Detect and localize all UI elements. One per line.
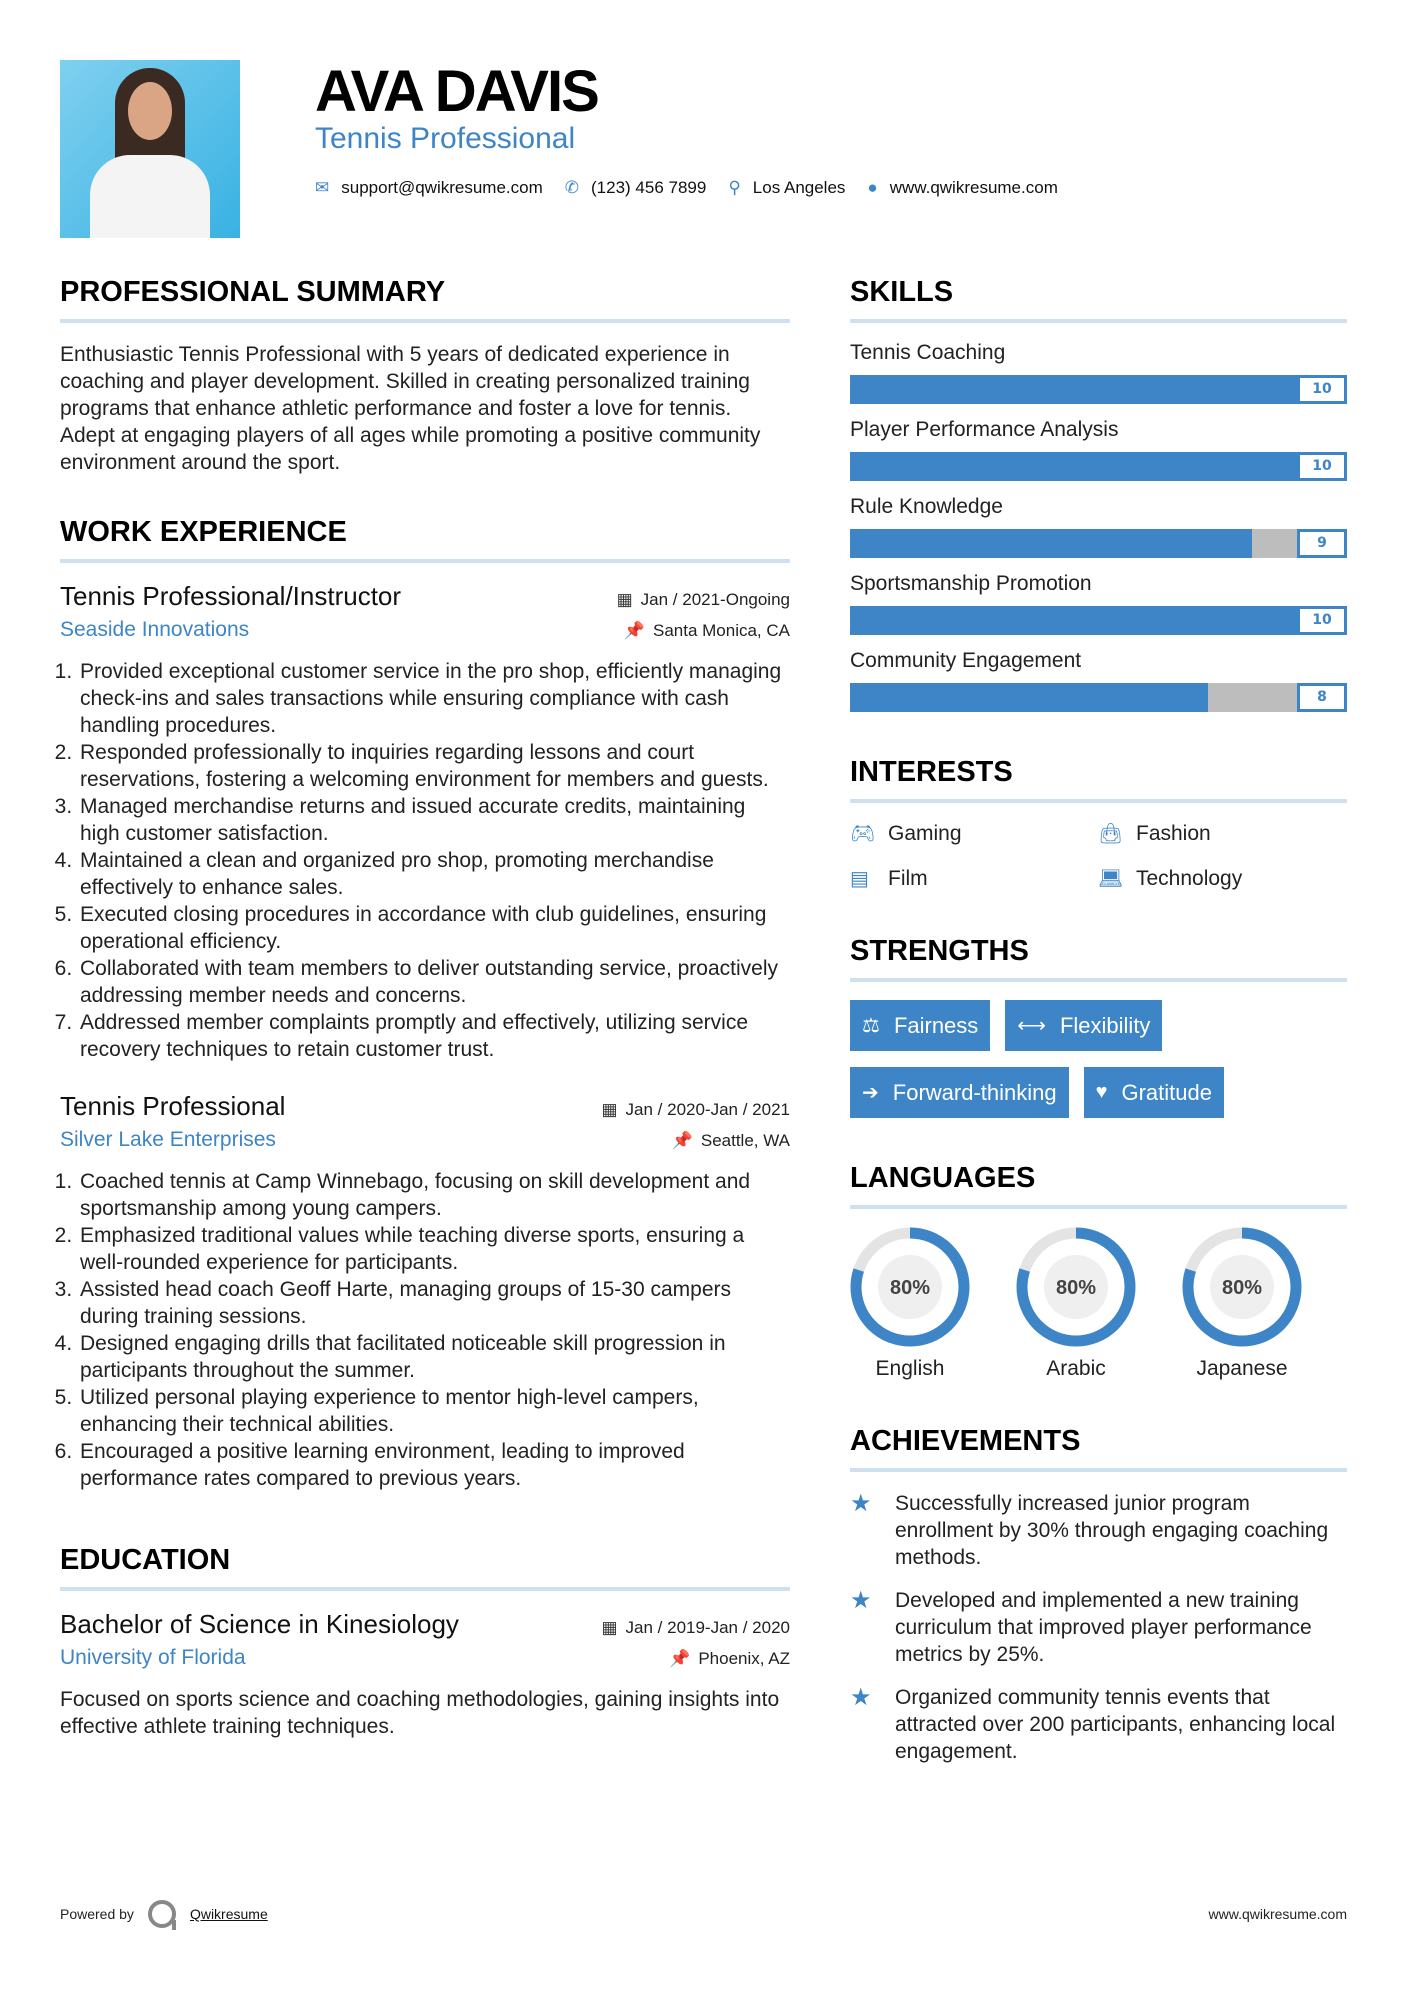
pushpin-icon: 📌 [623,621,645,640]
skill-name: Player Performance Analysis [850,418,1119,441]
school: University of Florida [60,1646,246,1669]
arrows-h-icon: ⟷ [1017,1015,1046,1037]
language-list [850,1227,1347,1381]
strength-label: Forward-thinking [892,1079,1057,1105]
balance-scale-icon: ⚖ [862,1015,880,1037]
job-bullet: 6. Collaborated with team members to deliver outstanding service, proactively addressing member needs and concerns. [78,955,790,1009]
education-date: Jan / 2019-Jan / 2020 [625,1618,790,1637]
job-location [624,621,790,641]
section-heading-work: WORK EXPERIENCE [60,516,790,563]
job-bullet: 4. Designed engaging drills that facilitated noticeable skill progression in participants throughout the summer. [78,1330,790,1384]
language-item [1182,1227,1302,1381]
job-bullet: 6. Encouraged a positive learning environment, leading to improved performance rates compared to previous years. [78,1438,790,1492]
language-donut [1182,1227,1302,1347]
gamepad-icon: 🎮︎ [850,823,876,845]
skill-bar-fill [850,529,1252,558]
strength-label: Flexibility [1059,1012,1151,1038]
strength-chip [1084,1067,1224,1118]
language-name: Japanese [1196,1357,1288,1380]
skill-value: 8 [1297,683,1347,712]
language-donut [850,1227,970,1347]
language-name: Arabic [1046,1357,1106,1380]
job-location [672,1131,790,1151]
job-date-text: Jan / 2021-Ongoing [640,590,790,609]
job-title: Tennis Professional [60,1091,286,1121]
email[interactable]: support@qwikresume.com [341,178,543,197]
skill-item [850,495,1347,558]
section-heading-interests: INTERESTS [850,756,1347,803]
laptop-icon: 💻︎ [1098,868,1124,890]
achievement-list [850,1490,1347,1765]
skill-bar-fill [850,683,1208,712]
job-bullet: 7. Addressed member complaints promptly and effectively, utilizing service recovery techniques to retain customer trust. [78,1009,790,1063]
strength-list [850,1000,1347,1118]
achievement-item [850,1684,1347,1765]
job-subheader [60,1122,790,1152]
footer [60,1900,1347,1928]
film-icon: ▤ [850,868,869,890]
shopping-bag-icon: 👜︎ [1098,823,1124,845]
education-location: Phoenix, AZ [698,1649,790,1668]
star-icon: ★ [850,1587,872,1614]
language-name: English [875,1357,945,1380]
job-title: Tennis Professional/Instructor [60,581,402,611]
job-header [60,581,790,612]
section-heading-skills: SKILLS [850,276,1347,323]
section-heading-summary: PROFESSIONAL SUMMARY [60,276,790,323]
achievement-item [850,1587,1347,1668]
job-bullet: 1. Coached tennis at Camp Winnebago, focusing on skill development and sportsmanship among young campers. [78,1168,790,1222]
calendar-icon: ▦ [601,1618,618,1637]
strength-chip [850,1000,990,1051]
language-item [1016,1227,1136,1381]
job-list [60,581,790,1492]
language-percent: 80% [889,1277,931,1299]
skill-item [850,572,1347,635]
interest-label: Film [888,866,928,890]
skill-name: Sportsmanship Promotion [850,572,1092,595]
skill-bar [850,683,1347,712]
left-column [60,276,790,1740]
right-column [850,276,1347,1781]
skill-name: Tennis Coaching [850,341,1006,364]
job-bullet: 5. Executed closing procedures in accordance with club guidelines, ensuring operational efficiency. [78,901,790,955]
skill-bar-fill [850,606,1297,635]
skill-bar [850,452,1347,481]
globe-icon: ● [867,178,878,197]
skill-item [850,649,1347,712]
skill-bar-fill [850,375,1297,404]
job-date [617,590,790,610]
strength-label: Fairness [893,1012,979,1038]
job-header [60,1091,790,1122]
job-bullet: 3. Assisted head coach Geoff Harte, managing groups of 15-30 campers during training sessions. [78,1276,790,1330]
skill-list [850,341,1347,712]
interest-item [850,866,1098,891]
language-percent: 80% [1055,1277,1097,1299]
interest-list [850,821,1347,891]
calendar-icon: ▦ [616,590,633,609]
job-bullet: 3. Managed merchandise returns and issued accurate credits, maintaining high customer satisfaction. [78,793,790,847]
phone: (123) 456 7899 [591,178,707,197]
job-location-text: Seattle, WA [700,1131,790,1150]
location: Los Angeles [752,178,846,197]
skill-bar-fill [850,452,1297,481]
job-entry [60,581,790,1063]
interest-label: Technology [1136,866,1243,890]
achievement-text: Developed and implemented a new training curriculum that improved player performance metrics by 25%. [895,1589,1312,1666]
calendar-icon: ▦ [601,1100,618,1119]
job-bullets [60,658,790,1063]
qwikresume-logo-icon [148,1900,176,1928]
pushpin-icon: 📌 [669,1649,691,1668]
envelope-icon: ✉ [315,178,330,197]
job-bullet: 1. Provided exceptional customer service in the pro shop, efficiently managing check-ins and sales transactions while ensuring compliance with cash handling procedures. [78,658,790,739]
powered-by-label: Powered by [60,1906,134,1922]
interest-label: Fashion [1136,821,1211,845]
skill-value: 9 [1297,529,1347,558]
language-donut [1016,1227,1136,1347]
job-location-text: Santa Monica, CA [652,621,790,640]
skill-name: Rule Knowledge [850,495,1003,518]
contact-bar [315,178,1080,198]
section-heading-achievements: ACHIEVEMENTS [850,1425,1347,1472]
job-bullet: 2. Responded professionally to inquiries regarding lessons and court reservations, fostering a welcoming environment for members and guests. [78,739,790,793]
education-description: Focused on sports science and coaching methodologies, gaining insights into effective athlete training techniques. [60,1688,780,1738]
job-date-text: Jan / 2020-Jan / 2021 [625,1100,790,1119]
skill-bar [850,529,1347,558]
company-name: Silver Lake Enterprises [60,1128,276,1151]
skill-value: 10 [1297,375,1347,404]
section-heading-languages: LANGUAGES [850,1162,1347,1209]
interest-label: Gaming [888,821,962,845]
heart-icon: ♥ [1095,1081,1108,1103]
achievement-text: Organized community tennis events that attracted over 200 participants, enhancing local engagement. [895,1686,1336,1763]
profile-photo [60,60,240,238]
pushpin-icon: 📌 [671,1131,693,1150]
map-marker-icon: ⚲ [728,178,741,197]
brand-link[interactable]: Qwikresume [189,1906,268,1922]
skill-value: 10 [1297,452,1347,481]
interest-item [850,821,1098,846]
footer-website[interactable]: www.qwikresume.com [1208,1906,1347,1922]
degree: Bachelor of Science in Kinesiology [60,1609,459,1639]
summary-text: Enthusiastic Tennis Professional with 5 years of dedicated experience in coaching and player development. Skilled in creating personalized training programs that enhance athletic performance and foster a love for tennis. Adept at engaging players of all ages while promoting a positive community environment around the sport. [60,343,761,474]
skill-value: 10 [1297,606,1347,635]
strength-chip [850,1067,1069,1118]
skill-item [850,341,1347,404]
achievement-item [850,1490,1347,1571]
star-icon: ★ [850,1490,872,1517]
strength-label: Gratitude [1121,1079,1212,1105]
job-date [601,1100,790,1120]
job-subheader [60,612,790,642]
section-heading-education: EDUCATION [60,1544,790,1591]
skill-bar [850,606,1347,635]
candidate-name: AVA DAVIS [315,59,598,124]
job-entry [60,1091,790,1492]
language-item [850,1227,970,1381]
candidate-title: Tennis Professional [315,122,576,155]
section-heading-strengths: STRENGTHS [850,935,1347,982]
job-bullet: 4. Maintained a clean and organized pro shop, promoting merchandise effectively to enhance sales. [78,847,790,901]
website[interactable]: www.qwikresume.com [889,178,1058,197]
language-percent: 80% [1221,1277,1263,1299]
arrow-right-icon: ➔ [862,1082,879,1104]
star-icon: ★ [850,1684,872,1711]
achievement-text: Successfully increased junior program enrollment by 30% through engaging coaching methods. [895,1492,1329,1569]
phone-icon: ✆ [564,178,579,197]
interest-item [1098,866,1346,891]
skill-item [850,418,1347,481]
interest-item [1098,821,1346,846]
skill-name: Community Engagement [850,649,1082,672]
company-name: Seaside Innovations [60,618,250,641]
job-bullet: 2. Emphasized traditional values while teaching diverse sports, ensuring a well-rounded experience for participants. [78,1222,790,1276]
strength-chip [1005,1000,1162,1051]
skill-bar [850,375,1347,404]
job-bullet: 5. Utilized personal playing experience to mentor high-level campers, enhancing their technical abilities. [78,1384,790,1438]
job-bullets [60,1168,790,1492]
